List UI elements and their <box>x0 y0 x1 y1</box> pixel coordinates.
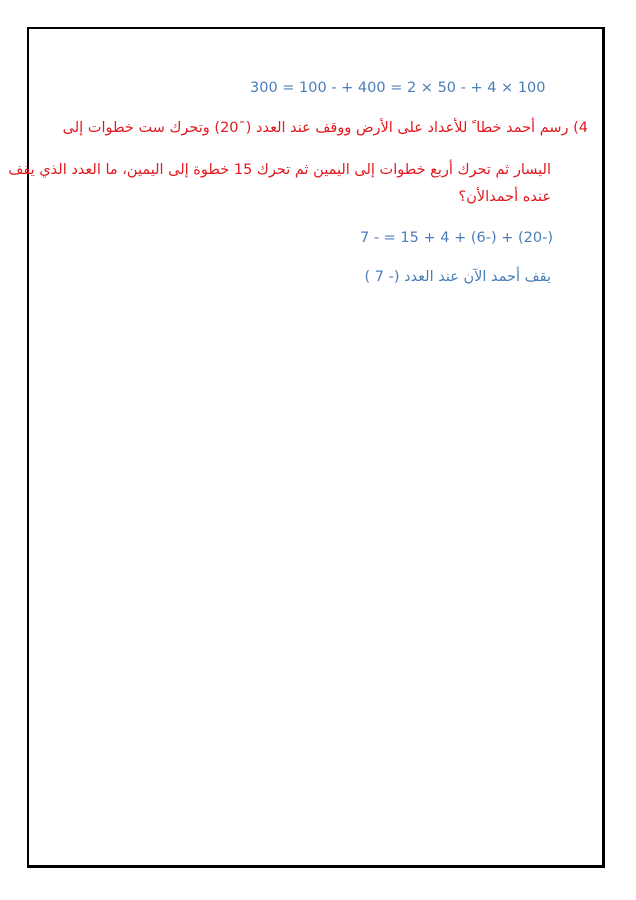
page-border <box>27 27 605 868</box>
question-4-line-2: اليسار ثم تحرك أربع خطوات إلى اليمين ثم تحرك 15 خطوة إلى اليمين، ما العدد الذي يقف <box>8 162 551 178</box>
solution-4-equation: 7 - = 15 + 4 + (6-) + (20-) <box>360 230 553 246</box>
solution-4-answer: يقف أحمد الآن عند العدد (- 7 ) <box>364 269 551 285</box>
question-4-line-1: 4) رسم أحمد خطا ً للأعداد على الأرض ووقف عند العدد (¯20) وتحرك ست خطوات إلى <box>62 120 588 136</box>
solution-equation-previous: 300 = 100 - + 400 = 2 × 50 - + 4 × 100 <box>250 80 546 96</box>
question-4-line-3: عنده أحمدالأن؟ <box>458 189 551 205</box>
